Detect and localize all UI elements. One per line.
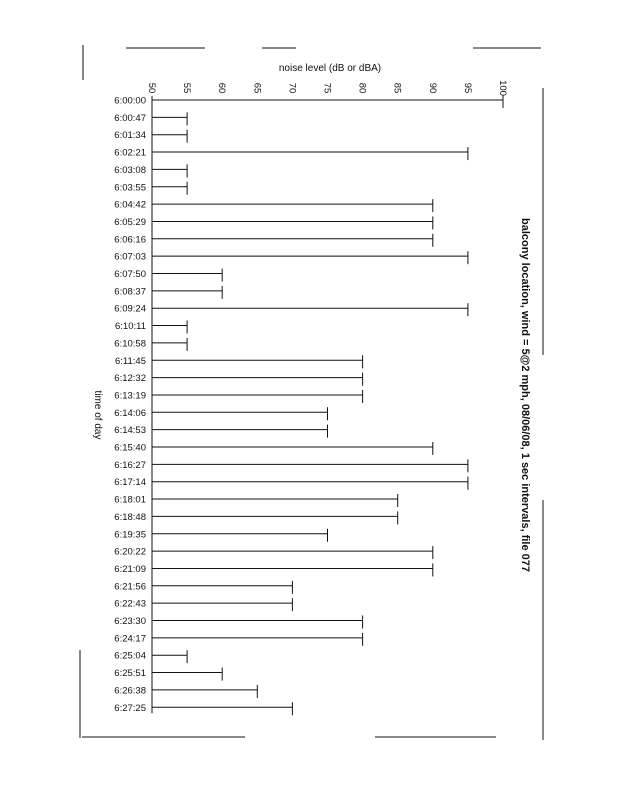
y-tick-label: 6:15:40	[114, 442, 146, 454]
x-tick-label: 95	[461, 82, 473, 94]
y-tick-label: 6:13:19	[114, 390, 146, 402]
x-tick-label: 80	[356, 82, 368, 94]
y-tick-label: 6:26:38	[114, 685, 146, 697]
y-tick-label: 6:25:04	[114, 650, 146, 662]
y-tick-label: 6:06:16	[114, 234, 146, 246]
x-tick-label: 100	[497, 80, 508, 96]
x-tick-label: 50	[146, 82, 157, 94]
y-tick-label: 6:07:50	[114, 269, 146, 280]
y-tick-label: 6:11:45	[115, 355, 146, 367]
x-tick-label: 85	[391, 82, 403, 94]
y-tick-label: 6:08:37	[114, 286, 146, 298]
y-tick-label: 6:16:27	[114, 459, 146, 471]
x-tick-labels	[146, 80, 508, 96]
y-tick-label: 6:04:42	[114, 199, 146, 211]
y-tick-label: 6:20:22	[114, 546, 146, 558]
y-tick-label: 6:07:03	[114, 251, 146, 263]
x-tick-label: 70	[286, 82, 298, 94]
y-tick-label: 6:03:55	[114, 182, 146, 194]
chart-title: balcony location, wind = 5@2 mph, 08/06/08, 1 sec intervals, file 077	[519, 217, 531, 573]
y-tick-label: 6:05:29	[114, 216, 146, 228]
y-tick-label: 6:22:43	[114, 598, 146, 610]
y-tick-label: 6:09:24	[114, 303, 146, 315]
x-tick-label: 55	[181, 82, 193, 94]
x-tick-label: 90	[426, 82, 438, 94]
x-tick-label: 60	[216, 82, 228, 94]
x-axis-title: noise level (dB or dBA)	[278, 63, 382, 74]
y-tick-label: 6:10:11	[115, 321, 146, 333]
y-tick-label: 6:27:25	[114, 702, 146, 714]
y-tick-label: 6:03:08	[114, 164, 146, 176]
y-tick-label: 6:21:09	[114, 563, 146, 575]
y-tick-label: 6:19:35	[114, 529, 146, 541]
y-tick-label: 6:02:21	[114, 147, 146, 159]
bar-series	[152, 95, 503, 715]
x-tick-label: 75	[321, 82, 333, 94]
y-tick-label: 6:25:51	[114, 668, 146, 680]
x-tick-label: 65	[251, 82, 263, 94]
y-tick-label: 6:24:17	[114, 633, 146, 645]
y-tick-label: 6:14:53	[114, 425, 146, 437]
y-tick-label: 6:18:01	[114, 494, 146, 506]
y-tick-label: 6:21:56	[114, 581, 146, 593]
y-tick-label: 6:00:00	[114, 95, 146, 107]
y-tick-labels	[114, 96, 146, 714]
y-tick-label: 6:18:48	[114, 511, 146, 523]
y-tick-label: 6:10:58	[114, 338, 146, 350]
y-tick-label: 6:23:30	[114, 616, 146, 627]
y-tick-label: 6:01:34	[114, 130, 146, 142]
y-tick-label: 6:12:32	[114, 373, 146, 385]
y-tick-label: 6:00:47	[114, 112, 146, 124]
y-axis-title: time of day	[92, 390, 103, 440]
frame-marks	[80, 45, 543, 740]
y-tick-label: 6:14:06	[114, 407, 146, 419]
y-tick-label: 6:17:14	[114, 477, 146, 489]
